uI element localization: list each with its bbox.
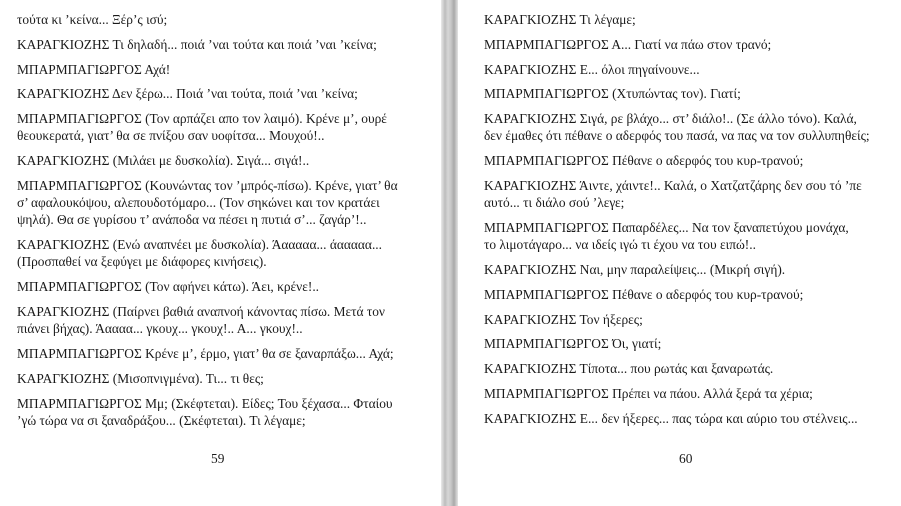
dialogue-line: ΜΠΑΡΜΠΑΓΙΩΡΓΟΣ Μμ; (Σκέφτεται). Είδες; Του ξέχασα... Φταίου <box>17 395 393 411</box>
dialogue-paragraph <box>484 11 888 28</box>
dialogue-paragraph <box>484 61 888 78</box>
dialogue-line: ΚΑΡΑΓΚΙΟΖΗΣ (Μιλάει με δυσκολία). Σιγά... σιγά!.. <box>17 153 310 169</box>
dialogue-line: ΚΑΡΑΓΚΙΟΖΗΣ Δεν ξέρω... Ποιά ’ναι τούτα, ποιά ’ναι ’κείνα; <box>17 86 358 102</box>
dialogue-paragraph <box>17 61 420 78</box>
dialogue-line: ΜΠΑΡΜΠΑΓΙΩΡΓΟΣ (Τον αφήνει κάτω). Άει, κρένε!.. <box>17 279 320 295</box>
dialogue-line: ΜΠΑΡΜΠΑΓΙΩΡΓΟΣ Παπαρδέλες... Να τον ξαναπετύχου μονάχα, <box>484 219 849 235</box>
dialogue-paragraph <box>17 395 420 429</box>
dialogue-line: ΚΑΡΑΓΚΙΟΖΗΣ Σιγά, ρε βλάχο... στ’ διάλο!.. (Σε άλλο τόνο). Καλά, <box>484 111 857 127</box>
left-page-text <box>17 11 420 437</box>
dialogue-line: ΚΑΡΑΓΚΙΟΖΗΣ Ε... όλοι πηγαίνουνε... <box>484 61 700 77</box>
dialogue-paragraph <box>484 261 888 278</box>
dialogue-line: το λιμοτάγαρο... να ιδείς ιγώ τι έχου να του ειπώ!.. <box>484 237 756 253</box>
dialogue-line: ΜΠΑΡΜΠΑΓΙΩΡΓΟΣ (Χτυπώντας τον). Γιατί; <box>484 86 741 102</box>
dialogue-paragraph <box>484 85 888 102</box>
dialogue-line: ΚΑΡΑΓΚΙΟΖΗΣ Άιντε, χάιντε!.. Καλά, ο Χατζατζάρης δεν σου τό ’πε <box>484 177 862 193</box>
dialogue-line: ΜΠΑΡΜΠΑΓΙΩΡΓΟΣ Πέθανε ο αδερφός του κυρ-τρανού; <box>484 153 804 169</box>
dialogue-paragraph <box>17 345 420 362</box>
dialogue-paragraph <box>484 360 888 377</box>
dialogue-paragraph <box>17 11 420 28</box>
dialogue-line: ΚΑΡΑΓΚΙΟΖΗΣ (Ενώ αναπνέει με δυσκολία). Άααααα... άααααα... <box>17 237 382 253</box>
dialogue-paragraph <box>17 36 420 53</box>
dialogue-line: ΜΠΑΡΜΠΑΓΙΩΡΓΟΣ Κρένε μ’, έρμο, γιατ’ θα σε ξαναρπάξω... Αχά; <box>17 345 394 361</box>
dialogue-line: ΜΠΑΡΜΠΑΓΙΩΡΓΟΣ Αχά! <box>17 61 171 77</box>
dialogue-line: ΚΑΡΑΓΚΙΟΖΗΣ Τίποτα... που ρωτάς και ξαναρωτάς. <box>484 361 774 377</box>
dialogue-line: τούτα κι ’κείνα... Ξέρ’ς ισύ; <box>17 12 168 27</box>
dialogue-line: ΚΑΡΑΓΚΙΟΖΗΣ Τον ήξερες; <box>484 311 643 327</box>
dialogue-paragraph <box>484 286 888 303</box>
dialogue-line: ΜΠΑΡΜΠΑΓΙΩΡΓΟΣ Α... Γιατί να πάω στον τρανό; <box>484 36 772 52</box>
dialogue-paragraph <box>17 152 420 169</box>
dialogue-line: ’γώ τώρα να σι ξαναδράξου... (Σκέφτεται). Τι λέγαμε; <box>17 412 306 428</box>
dialogue-paragraph <box>484 36 888 53</box>
dialogue-line: ΚΑΡΑΓΚΙΟΖΗΣ (Μισοπνιγμένα). Τι... τι θες; <box>17 370 264 386</box>
dialogue-line: ΚΑΡΑΓΚΙΟΖΗΣ Τι λέγαμε; <box>484 12 636 27</box>
dialogue-line: ΜΠΑΡΜΠΑΓΙΩΡΓΟΣ (Κουνώντας τον ’μπρός-πίσω). Κρένε, γιατ’ θα <box>17 177 398 193</box>
page-number-left: 59 <box>211 451 225 466</box>
dialogue-line: σ’ αφαλουκόψου, αλεπουδοτόμαρο... (Τον σηκώνει και τον κρατάει <box>17 195 380 211</box>
book-gutter <box>441 0 458 506</box>
dialogue-paragraph <box>484 385 888 402</box>
dialogue-line: ΚΑΡΑΓΚΙΟΖΗΣ Ναι, μην παραλείψεις... (Μικρή σιγή). <box>484 261 786 277</box>
dialogue-line: ΜΠΑΡΜΠΑΓΙΩΡΓΟΣ Πρέπει να πάου. Αλλά ξερά τα χέρια; <box>484 385 813 401</box>
dialogue-line: θεουκερατά, γιατ’ θα σε πνίξου σαν υοφίτσα... Μουχού!.. <box>17 128 325 144</box>
dialogue-paragraph <box>484 335 888 352</box>
left-page <box>0 0 441 506</box>
dialogue-paragraph <box>484 311 888 328</box>
dialogue-paragraph <box>17 236 420 270</box>
dialogue-paragraph <box>17 278 420 295</box>
dialogue-line: πιάνει βήχας). Άαααα... γκουχ... γκουχ!.. Α... γκουχ!.. <box>17 321 303 337</box>
dialogue-line: ΜΠΑΡΜΠΑΓΙΩΡΓΟΣ Πέθανε ο αδερφός του κυρ-τρανού; <box>484 286 804 302</box>
dialogue-paragraph <box>484 219 888 253</box>
dialogue-line: ΜΠΑΡΜΠΑΓΙΩΡΓΟΣ (Τον αρπάζει απο τον λαιμό). Κρένε μ’, ουρέ <box>17 111 387 127</box>
dialogue-paragraph <box>17 177 420 229</box>
dialogue-paragraph <box>17 85 420 102</box>
dialogue-line: αυτό... τι διάλο σού ’λεγε; <box>484 195 625 211</box>
dialogue-paragraph <box>17 370 420 387</box>
dialogue-paragraph <box>484 110 888 144</box>
dialogue-paragraph <box>484 177 888 211</box>
dialogue-line: ΚΑΡΑΓΚΙΟΖΗΣ (Παίρνει βαθιά αναπνοή κάνοντας πίσω. Μετά τον <box>17 303 385 319</box>
dialogue-paragraph <box>484 410 888 427</box>
dialogue-line: δεν έμαθες ότι πέθανε ο αδερφός του πασά, να πας να τον συλλυπηθείς; <box>484 128 870 144</box>
dialogue-line: (Προσπαθεί να ξεφύγει με διάφορες κινήσεις). <box>17 254 267 270</box>
dialogue-line: ΚΑΡΑΓΚΙΟΖΗΣ Ε... δεν ήξερες... πας τώρα και αύριο του στέλνεις... <box>484 410 858 426</box>
dialogue-line: ψηλά). Θα σε γυρίσου τ’ ανάποδα να πέσει η πυτιά σ’... ζαγάρ’!.. <box>17 212 367 228</box>
dialogue-paragraph <box>17 110 420 144</box>
dialogue-paragraph <box>17 303 420 337</box>
page-number-right: 60 <box>679 451 693 466</box>
right-page-text <box>484 11 888 435</box>
dialogue-line: ΜΠΑΡΜΠΑΓΙΩΡΓΟΣ Όι, γιατί; <box>484 336 662 352</box>
dialogue-paragraph <box>484 152 888 169</box>
dialogue-line: ΚΑΡΑΓΚΙΟΖΗΣ Τι δηλαδή... ποιά ’ναι τούτα και ποιά ’ναι ’κείνα; <box>17 36 377 52</box>
right-page <box>458 0 901 506</box>
